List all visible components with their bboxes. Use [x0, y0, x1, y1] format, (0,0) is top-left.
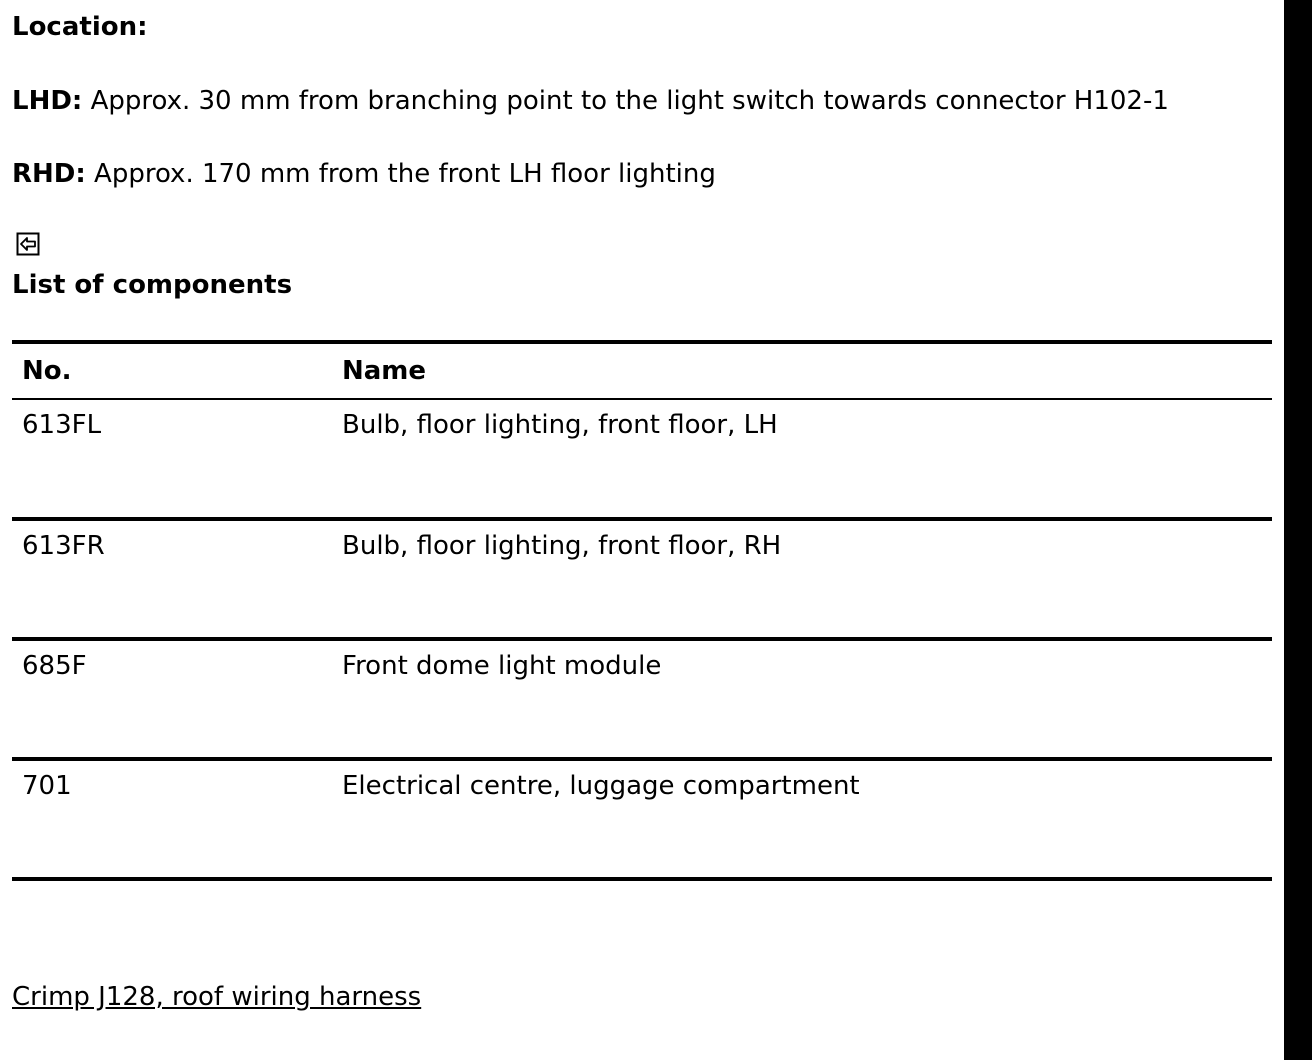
table-row	[12, 519, 1272, 639]
component-name: Bulb, floor lighting, front floor, RH	[332, 519, 1272, 639]
component-name: Front dome light module	[332, 639, 1272, 759]
table-row	[12, 639, 1272, 759]
table-header-row	[12, 342, 1272, 399]
location-rhd-line	[12, 159, 716, 189]
component-no: 613FL	[22, 410, 102, 440]
component-no: 613FR	[12, 519, 332, 639]
column-header-no: No.	[12, 342, 332, 399]
rhd-label: RHD:	[12, 159, 86, 189]
location-lhd-line	[12, 86, 1169, 116]
component-name: Bulb, floor lighting, front floor, LH	[342, 410, 778, 440]
component-no: 685F	[12, 639, 332, 759]
location-heading: Location:	[12, 12, 148, 42]
crimp-j128-link[interactable]: Crimp J128, roof wiring harness	[12, 982, 422, 1012]
component-no: 701	[12, 759, 332, 879]
lhd-text: Approx. 30 mm from branching point to the light switch towards connector H102-1	[90, 86, 1169, 116]
components-heading: List of components	[12, 270, 293, 300]
table-row	[12, 759, 1272, 879]
table-row	[12, 399, 1272, 519]
column-header-name: Name	[332, 342, 1272, 399]
components-table	[12, 340, 1272, 881]
back-arrow-icon[interactable]	[16, 232, 40, 256]
rhd-text: Approx. 170 mm from the front LH floor lighting	[94, 159, 716, 189]
component-name: Electrical centre, luggage compartment	[332, 759, 1272, 879]
scrollbar[interactable]	[1284, 0, 1312, 1060]
lhd-label: LHD:	[12, 86, 83, 116]
